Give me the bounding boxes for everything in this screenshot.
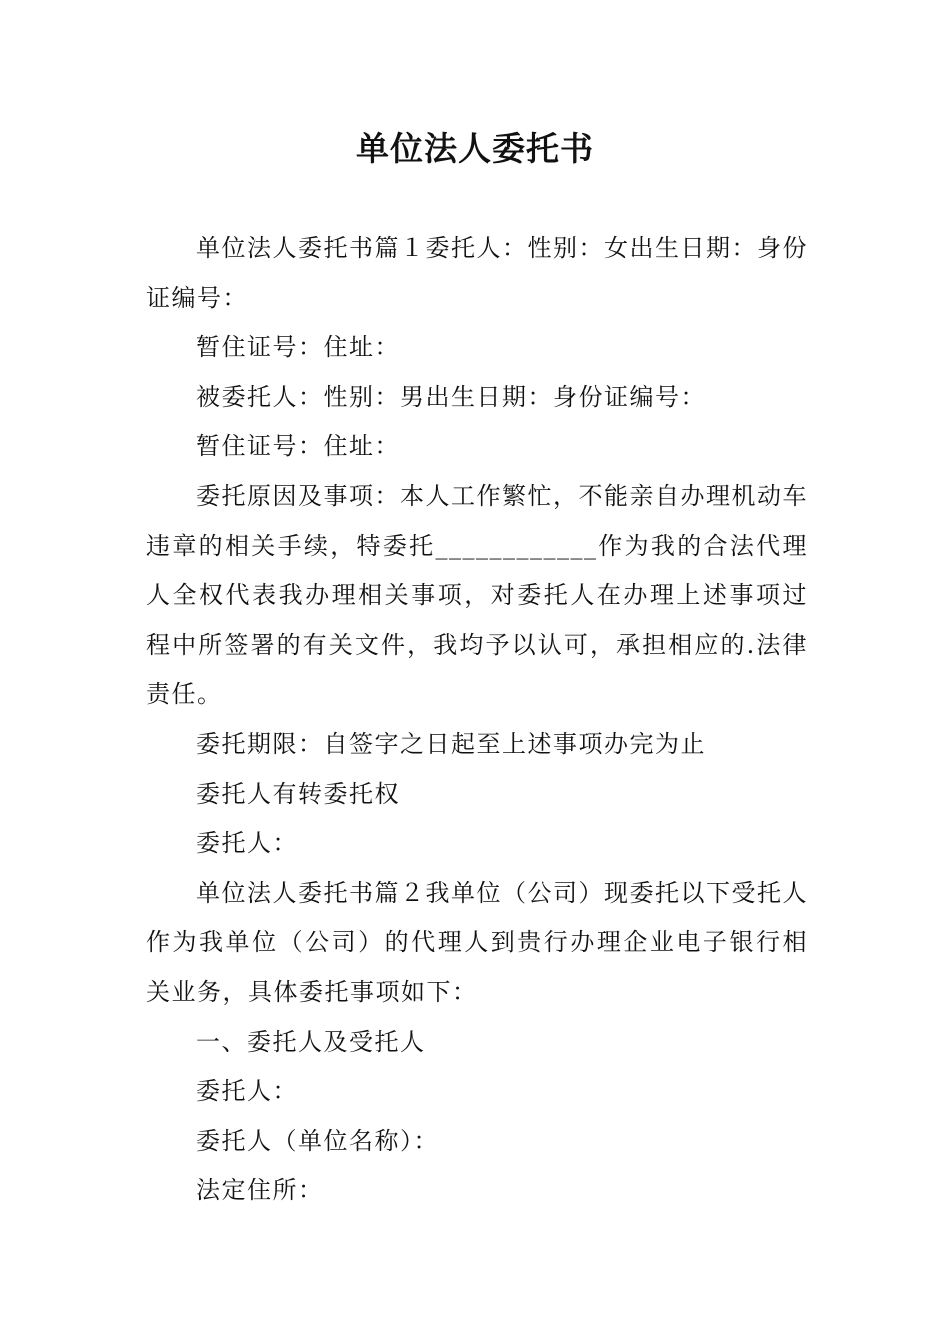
document-body (146, 224, 808, 1216)
paragraph-reason-and-matters: 委托原因及事项：本人工作繁忙，不能亲自办理机动车违章的相关手续，特委托____________作为我的合法代理人全权代表我办理相关事项，对委托人在办理上述事项过程中所签署的有关文件，我均予以认可，承担相应的.法律责任。 (146, 481, 808, 709)
paragraph-principal-signature: 委托人： (196, 829, 298, 858)
paragraph-sample-2-intro: 单位法人委托书篇２我单位（公司）现委托以下受托人作为我单位（公司）的代理人到贵行办理企业电子银行相关业务，具体委托事项如下： (146, 878, 808, 1006)
paragraph-term: 委托期限：自签字之日起至上述事项办完为止 (196, 729, 706, 758)
paragraph-sub-delegation: 委托人有转委托权 (196, 779, 400, 808)
document-title: 单位法人委托书 (356, 129, 594, 168)
paragraph-principal-unit-name: 委托人（单位名称）： (196, 1126, 439, 1155)
paragraph-legal-address: 法定住所： (196, 1176, 324, 1205)
paragraph-principal-residence: 暂住证号：住址： (196, 333, 400, 362)
section-heading-parties: 一、委托人及受托人 (196, 1027, 426, 1056)
paragraph-principal-label: 委托人： (196, 1077, 298, 1106)
paragraph-agent-info: 被委托人：性别：男出生日期：身份证编号： (196, 382, 706, 411)
paragraph-agent-residence: 暂住证号：住址： (196, 432, 400, 461)
paragraph-principal-info: 单位法人委托书篇１委托人：性别：女出生日期：身份证编号： (146, 234, 808, 312)
